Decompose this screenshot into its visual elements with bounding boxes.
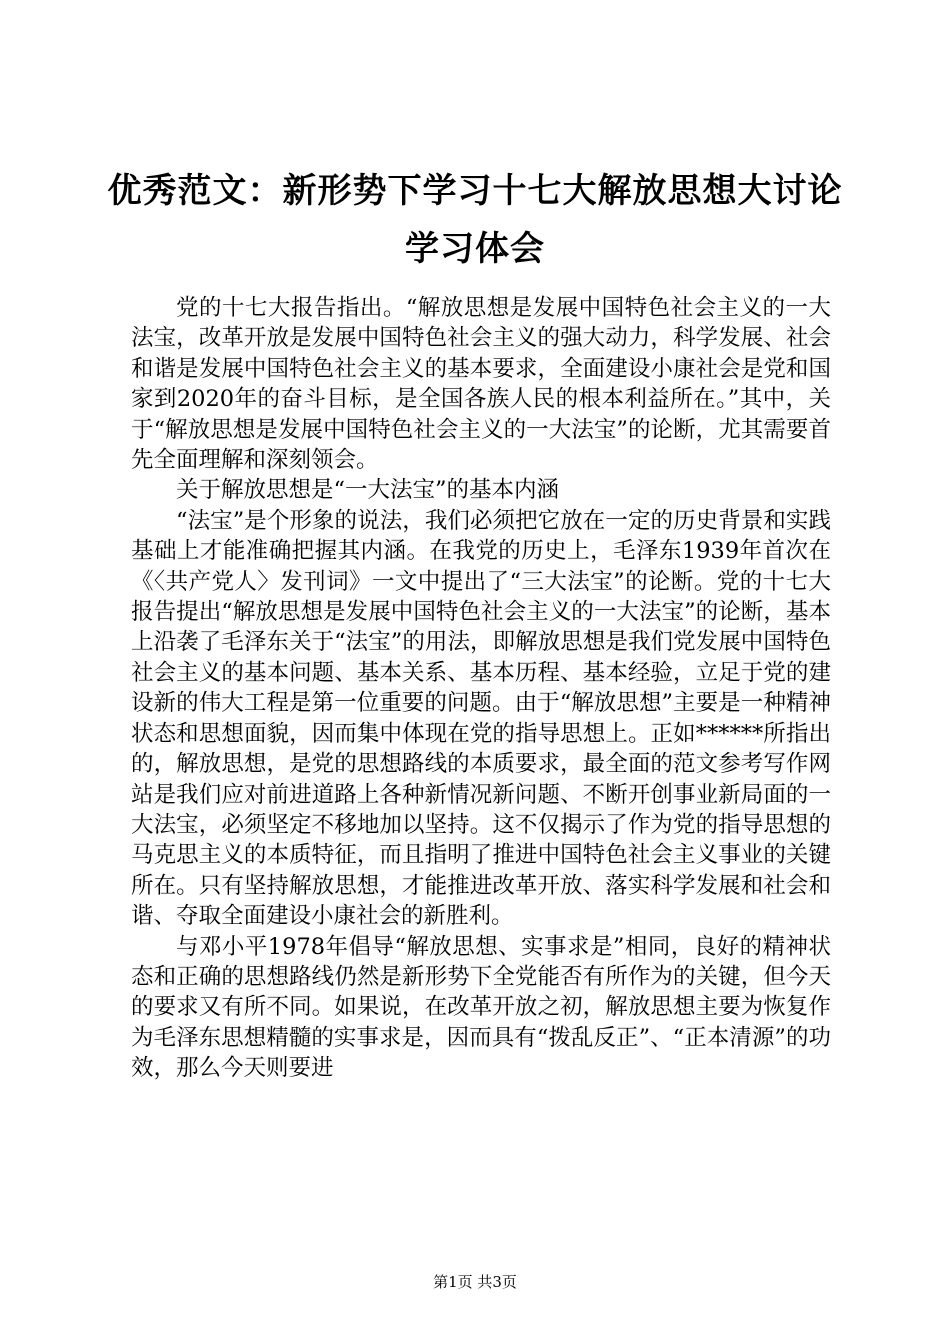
page-footer: 第1页 共3页 [433, 1273, 517, 1291]
paragraph-intro: 党的十七大报告指出。“解放思想是发展中国特色社会主义的一大法宝，改革开放是发展中国特色社会主义的强大动力，科学发展、社会和谐是发展中国特色社会主义的基本要求，全面建设小康社会是党和国家到2020年的奋斗目标，是全国各族人民的根本利益所在。”其中，关于“解放思想是发展中国特色社会主义的一大法宝”的论断，尤其需要首先全面理解和深刻领会。 [131, 295, 831, 474]
section-heading: 关于解放思想是“一大法宝”的基本内涵 [176, 477, 560, 504]
document-body [131, 293, 831, 1084]
paragraph-deng: 与邓小平1978年倡导“解放思想、实事求是”相同，良好的精神状态和正确的思想路线仍然是新形势下全党能否有所作为的关键，但今天的要求又有所不同。如果说，在改革开放之初，解放思想主要为恢复作为毛泽东思想精髓的实事求是，因而具有“拨乱反正”、“正本清源”的功效，那么今天则要进 [131, 933, 831, 1082]
page-title: 优秀范文：新形势下学习十七大解放思想大讨论学习体会 [107, 171, 843, 269]
paragraph-fabao: “法宝”是个形象的说法，我们必须把它放在一定的历史背景和实践基础上才能准确把握其内涵。在我党的历史上，毛泽东1939年首次在《〈共产党人〉发刊词》一文中提出了“三大法宝”的论断。党的十七大报告提出“解放思想是发展中国特色社会主义的一大法宝”的论断，基本上沿袭了毛泽东关于“法宝”的用法，即解放思想是我们党发展中国特色社会主义的基本问题、基本关系、基本历程、基本经验，立足于党的建设新的伟大工程是第一位重要的问题。由于“解放思想”主要是一种精神状态和思想面貌，因而集中体现在党的指导思想上。正如******所指出的，解放思想，是党的思想路线的本质要求，最全面的范文参考写作网站是我们应对前进道路上各种新情况新问题、不断开创事业新局面的一大法宝，必须坚定不移地加以坚持。这不仅揭示了作为党的指导思想的马克思主义的本质特征，而且指明了推进中国特色社会主义事业的关键所在。只有坚持解放思想，才能推进改革开放、落实科学发展和社会和谐、夺取全面建设小康社会的新胜利。 [131, 507, 831, 930]
